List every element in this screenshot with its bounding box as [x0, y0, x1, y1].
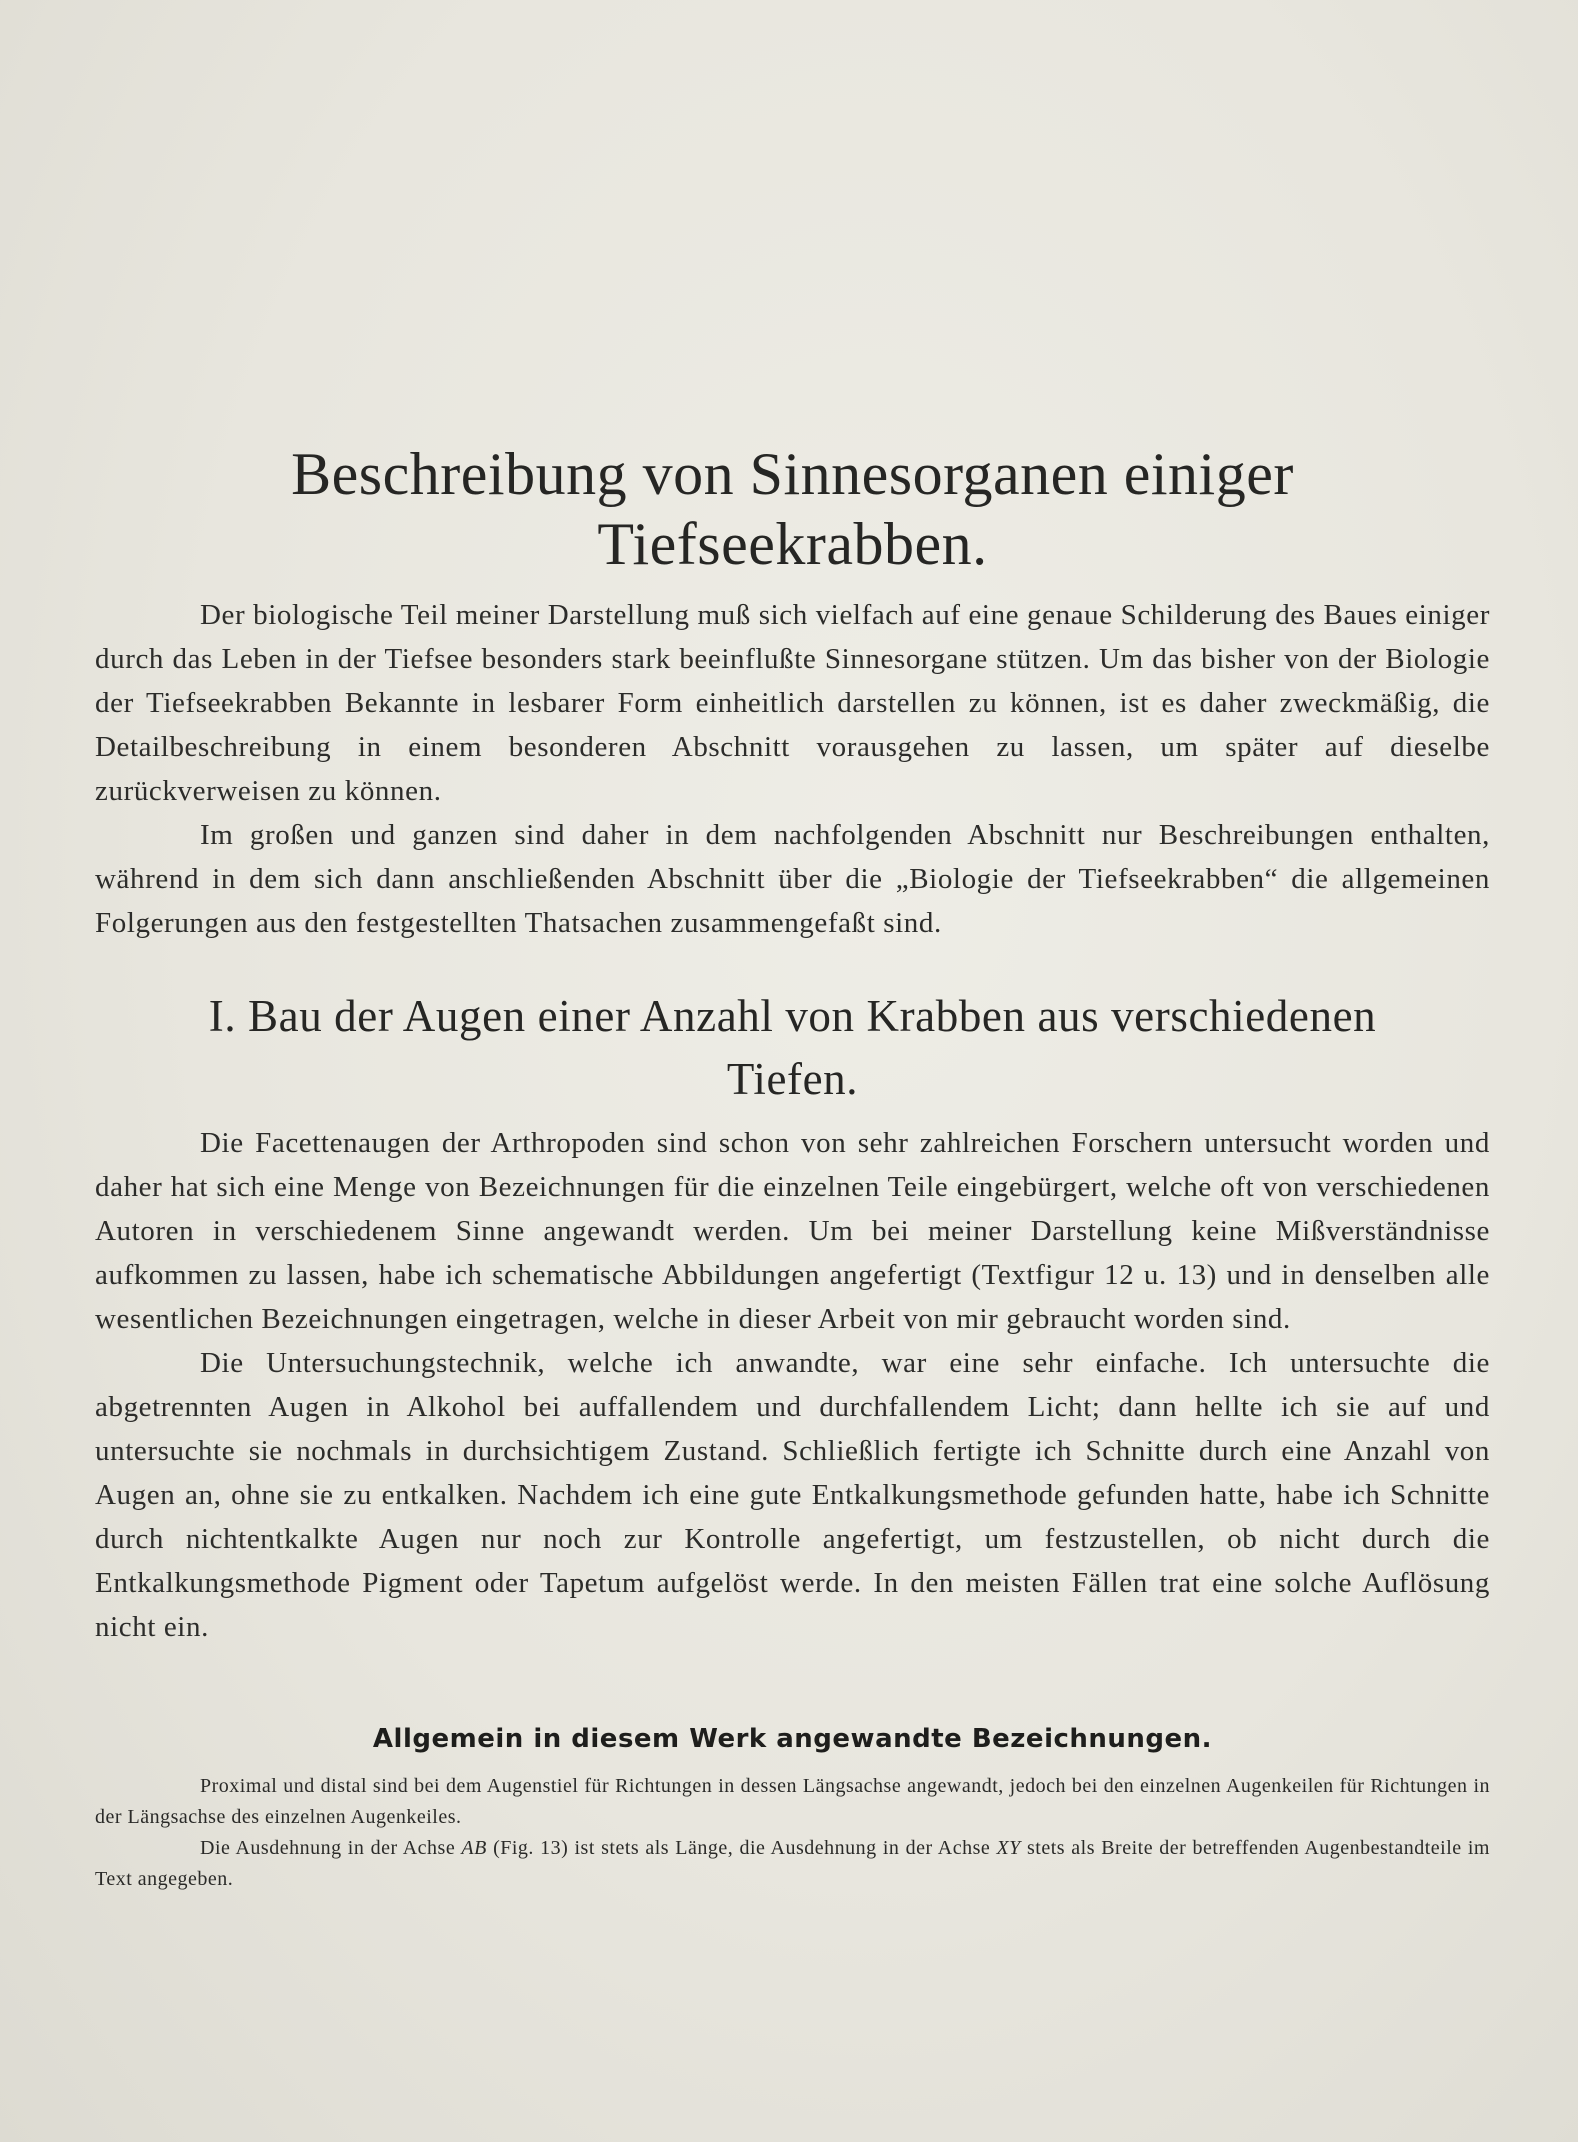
axis-xy-label: XY	[996, 1837, 1021, 1860]
terminology-block	[95, 1719, 1490, 1895]
axis-ab-label: AB	[461, 1837, 487, 1860]
page-title	[95, 440, 1490, 579]
terminology-paragraph-2	[95, 1833, 1490, 1895]
title-line-1: Beschreibung von Sinnesorganen einiger	[291, 441, 1294, 507]
section-body	[95, 1121, 1490, 1649]
terminology-text-before-ab: Die Ausdehnung in der Achse	[200, 1837, 462, 1860]
intro-paragraph-1: Der biologische Teil meiner Darstellung muß sich vielfach auf eine genaue Schilderung des Baues einiger durch das Leben in der Tiefsee besonders stark beeinflußte Sinnesorgane stützen. Um das bisher von der Biologie der Tiefseekrabben Bekannte in lesbarer Form einheitlich darstellen zu können, ist es daher zweckmäßig, die Detailbeschreibung in einem besonderen Abschnitt vorausgehen zu lassen, um später auf dieselbe zurückverweisen zu können.	[95, 599, 1490, 808]
section-paragraph-1: Die Facettenaugen der Arthropoden sind schon von sehr zahlreichen Forschern untersucht worden und daher hat sich eine Menge von Bezeichnungen für die einzelnen Teile eingebürgert, welche oft von verschiedenen Autoren in verschiedenem Sinne angewandt werden. Um bei meiner Darstellung keine Mißverständnisse aufkommen zu lassen, habe ich schematische Abbildungen angefertigt (Textfigur 12 u. 13) und in denselben alle wesentlichen Bezeichnungen eingetragen, welche in dieser Arbeit von mir gebraucht worden sind.	[95, 1127, 1490, 1336]
terminology-heading: Allgemein in diesem Werk angewandte Bezeichnungen.	[372, 1724, 1213, 1755]
terminology-paragraph-1: Proximal und distal sind bei dem Augenstiel für Richtungen in dessen Längsachse angewandt, jedoch bei den einzelnen Augenkeilen für Richtungen in der Längsachse des einzelnen Augenkeiles.	[95, 1775, 1490, 1829]
section-heading-line-2: Tiefen.	[726, 1054, 859, 1105]
intro-text	[95, 593, 1490, 945]
section-heading-line-1: I. Bau der Augen einer Anzahl von Krabben aus verschiedenen	[208, 991, 1377, 1042]
section-heading	[95, 985, 1490, 1111]
title-line-2: Tiefseekrabben.	[597, 510, 988, 577]
terminology-text-middle: (Fig. 13) ist stets als Länge, die Ausdehnung in der Achse	[486, 1837, 997, 1860]
section-paragraph-2: Die Untersuchungstechnik, welche ich anwandte, war eine sehr einfache. Ich untersuchte die abgetrennten Augen in Alkohol bei auffallendem und durchfallendem Licht; dann hellte ich sie auf und untersuchte sie nochmals in durchsichtigem Zustand. Schließlich fertigte ich Schnitte durch eine Anzahl von Augen an, ohne sie zu entkalken. Nachdem ich eine gute Entkalkungsmethode gefunden hatte, habe ich Schnitte durch nichtentkalkte Augen nur noch zur Kontrolle angefertigt, um festzustellen, ob nicht durch die Entkalkungsmethode Pigment oder Tapetum aufgelöst werde. In den meisten Fällen trat eine solche Auflösung nicht ein.	[95, 1347, 1490, 1644]
book-page	[95, 440, 1490, 1895]
terminology-text-after-xy: stets als Breite der betreffenden Augenbestandteile im Text angegeben.	[95, 1837, 1490, 1891]
intro-paragraph-2: Im großen und ganzen sind daher in dem nachfolgenden Abschnitt nur Beschreibungen enthalten, während in dem sich dann anschließenden Abschnitt über die „Biologie der Tiefseekrabben“ die allgemeinen Folgerungen aus den festgestellten Thatsachen zusammengefaßt sind.	[95, 819, 1490, 940]
